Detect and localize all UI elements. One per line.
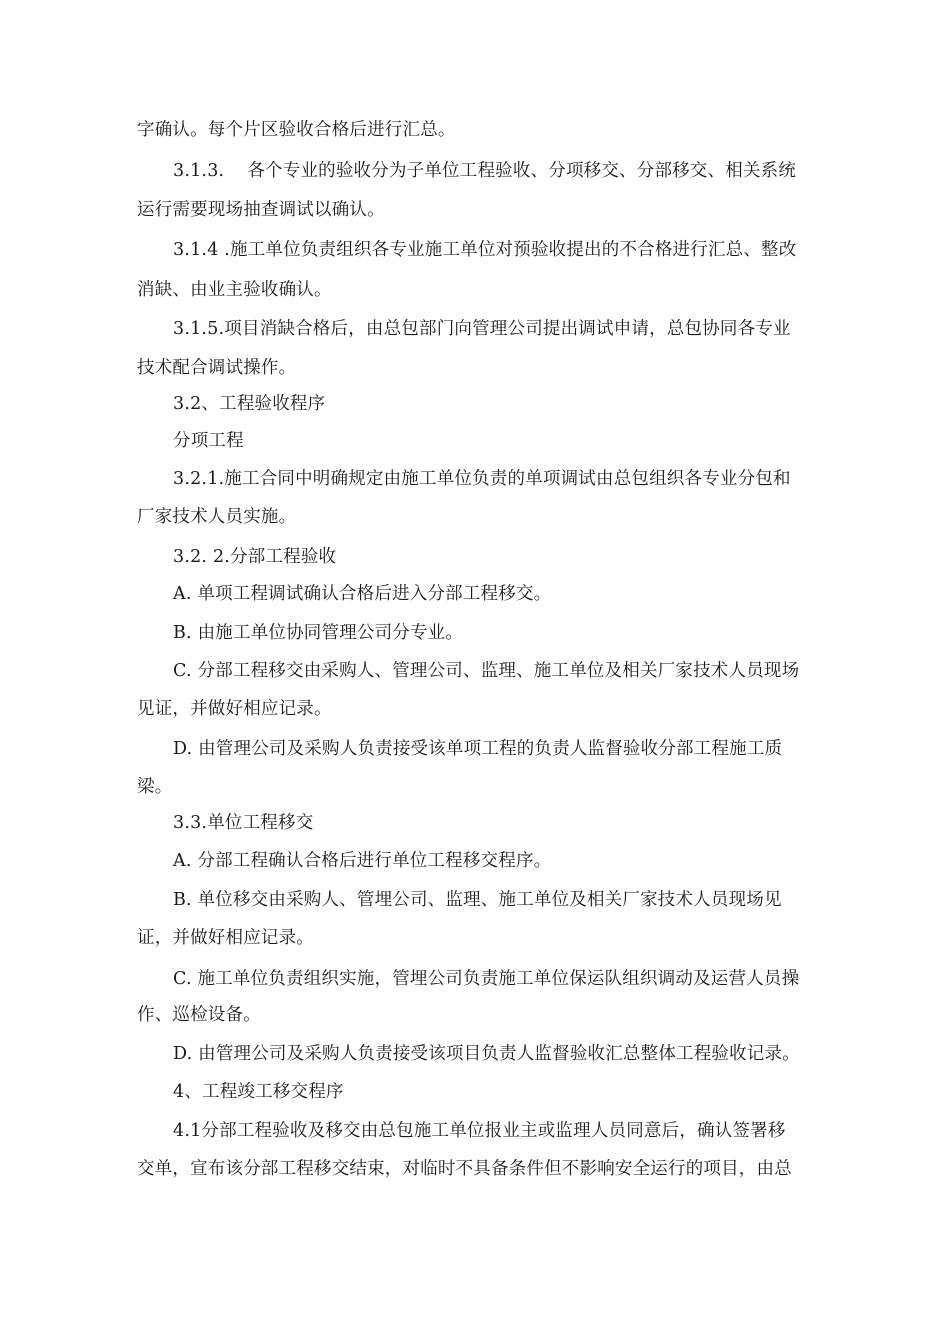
list-item: D. 由管理公司及采购人负责接受该单项工程的负责人监督验收分部工程施工质 [173,739,783,759]
list-item: C. 施工单位负责组织实施，管埋公司负责施工单位保运队组织调动及运营人员操 [173,969,800,989]
text-line: 3.1.5.项目消缺合格后，由总包部门向管理公司提出调试申请，总包协同各专业 [173,319,791,339]
list-item: B. 由施工单位协同管理公司分专业。 [173,623,464,643]
section-heading: 3.2、工程验收程序 [173,394,326,414]
text-line: 字确认。每个片区验收合格后进行汇总。 [137,120,456,140]
subsection-heading: 分项工程 [173,431,244,451]
text-line: 4.1分部工程验收及移交由总包施工单位报业主或监理人员同意后，确认签署移 [173,1121,786,1141]
text-line: 交单，宣布该分部工程移交结束，对临时不具备条件但不影响安全运行的项目，由总 [137,1159,792,1179]
text-line: 作、巡检设备。 [137,1005,261,1025]
text-line: 厂家技术人员实施。 [137,507,297,527]
text-line: 梁。 [137,777,173,797]
list-item: A. 单项工程调试确认合格后进入分部工程移交。 [173,584,552,604]
text-line: 技术配合调试操作。 [137,358,297,378]
list-item: A. 分部工程确认合格后进行单位工程移交程序。 [173,851,552,871]
section-heading: 3.3.单位工程移交 [173,813,314,833]
section-heading: 4、工程竣工移交程序 [173,1082,344,1102]
text-line: 运行需要现场抽查调试以确认。 [137,200,385,220]
text-line: 3.1.4 .施工单位负责组织各专业施工单位对预验收提出的不合格进行汇总、整改 [173,240,797,260]
list-item: C. 分部工程移交由采购人、管理公司、监理、施工单位及相关厂家技术人员现场 [173,661,800,681]
text-line: 消缺、由业主验收确认。 [137,280,332,300]
text-line: 证，并做好相应记录。 [137,928,314,948]
list-item: D. 由管理公司及采购人负责接受该项目负责人监督验收汇总整体工程验收记录。 [173,1044,800,1064]
text-line: 3.2.1.施工合同中明确规定由施工单位负责的单项调试由总包组织各专业分包和 [173,469,791,489]
text-line: 3.1.3. 各个专业的验收分为子单位工程验收、分项移交、分部移交、相关系统 [173,161,797,181]
text-line: 见证，并做好相应记录。 [137,699,332,719]
subsection-heading: 3.2. 2.分部工程验收 [173,547,337,567]
list-item: B. 单位移交由采购人、管埋公司、监理、施工单位及相关厂家技术人员现场见 [173,890,782,910]
